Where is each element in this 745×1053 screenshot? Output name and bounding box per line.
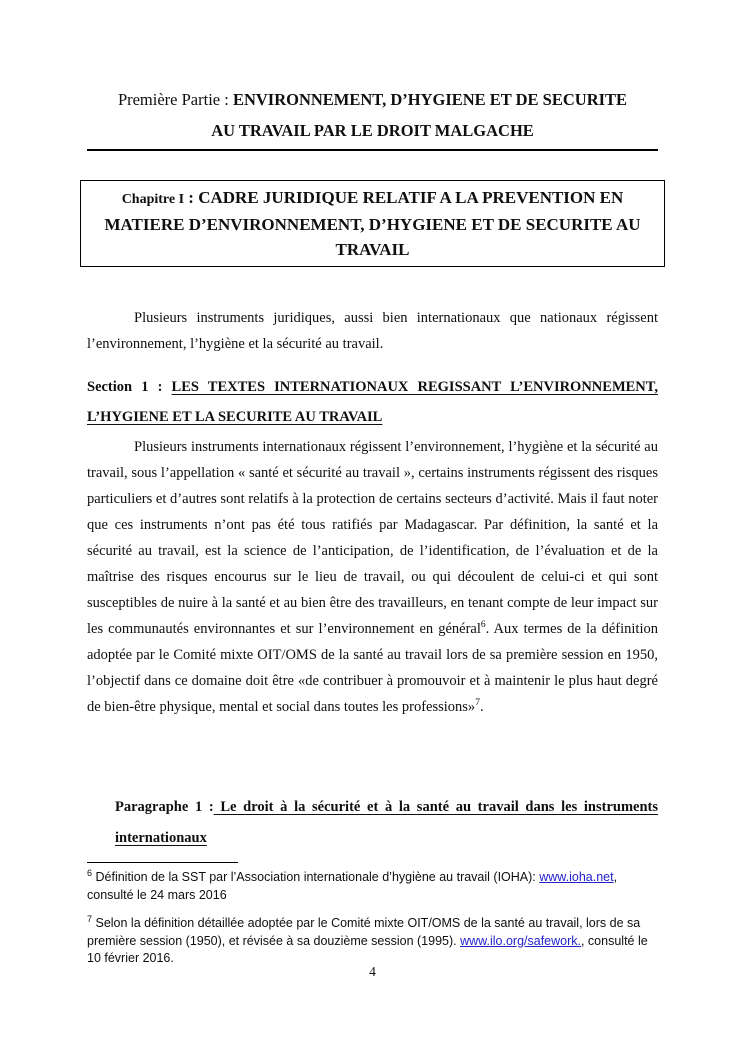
document-title: [87, 84, 658, 146]
footnote-7-marker: 7: [87, 913, 93, 924]
title-line1-bold: ENVIRONNEMENT, D’HYGIENE ET DE SECURITE: [232, 90, 628, 109]
main-paragraph-text-2: . Aux termes de la définition adoptée par le Comité mixte OIT/OMS de la santé au travail lors de sa première session en 1950, l’objectif dans ce domaine doit être «de contribuer à promouvoir et à maintenir le plus haut degré de bien-être physique, mental et social dans toutes les professions»: [87, 621, 658, 715]
footnote-separator: [87, 862, 238, 863]
footnote-ref-6: 6: [480, 620, 486, 631]
section-1-heading: [87, 372, 658, 432]
page-number: 4: [369, 964, 376, 979]
paragraphe-1-title: Le droit à la sécurité et à la santé au travail dans les instruments internationaux: [115, 799, 659, 846]
footnotes: [87, 869, 658, 979]
section-1-label: Section 1 :: [87, 379, 172, 395]
footnote-6-text-before: Définition de la SST par l’Association internationale d’hygiène au travail (IOHA):: [92, 870, 540, 884]
chapter-separator: :: [184, 188, 199, 207]
footnote-7-link[interactable]: www.ilo.org/safework.: [460, 933, 581, 948]
footnote-ref-7: 7: [475, 698, 480, 709]
footnote-6-text-after: , consulté le 24 mars 2016: [87, 870, 618, 902]
footnote-6: [87, 869, 658, 904]
footnote-7: [87, 915, 658, 968]
footnote-6-link[interactable]: www.ioha.net: [539, 870, 614, 884]
main-paragraph-text-1: Plusieurs instruments internationaux régissent l’environnement, l’hygiène et la sécurité au travail, sous l’appellation « santé et sécurité au travail », certains instruments régissent des risques particuliers et d’autres sont relatifs à la protection de certains secteurs d’activité. Mais il faut noter que ces instruments n’ont pas été tous ratifiés par Madagascar. Par définition, la santé et la sécurité au travail, est la science de l’anticipation, de l’identification, de l’évaluation et de la maîtrise des risques encourus sur le lieu de travail, ou qui découlent de celui-ci et qui sont susceptibles de nuire à la santé et au bien être des travailleurs, en tenant compte de leur impact sur les communautés environnantes et sur l’environnement en général: [87, 439, 658, 637]
main-paragraph-text-3: .: [479, 699, 484, 715]
intro-paragraph: Plusieurs instruments juridiques, aussi bien internationaux que nationaux régissent l’environnement, l’hygiène et la sécurité au travail.: [87, 310, 658, 352]
chapter-heading-box: [80, 180, 665, 267]
footnote-6-marker: 6: [87, 867, 93, 878]
title-line-1: [87, 84, 658, 115]
title-prefix: Première Partie :: [117, 90, 233, 109]
chapter-label: Chapitre I: [121, 192, 185, 207]
paragraphe-1-heading: [115, 792, 658, 854]
main-paragraph: [87, 434, 658, 720]
title-line-2: AU TRAVAIL PAR LE DROIT MALGACHE: [211, 121, 534, 140]
title-divider: [87, 149, 658, 151]
paragraphe-1-label: Paragraphe 1 :: [115, 799, 214, 815]
footnote-7-text-after: , consulté le 10 février 2016.: [87, 933, 648, 965]
chapter-title: CADRE JURIDIQUE RELATIF A LA PREVENTION EN MATIERE D’ENVIRONNEMENT, D’HYGIENE ET DE SECURITE AU TRAVAIL: [104, 188, 641, 259]
footnote-7-text-before: Selon la définition détaillée adoptée par le Comité mixte OIT/OMS de la santé au travail, lors de sa première session (1950), et révisée à sa douzième session (1995).: [87, 916, 641, 948]
section-1-title: LES TEXTES INTERNATIONAUX REGISSANT L’ENVIRONNEMENT, L’HYGIENE ET LA SECURITE AU TRAVAIL: [87, 379, 659, 425]
